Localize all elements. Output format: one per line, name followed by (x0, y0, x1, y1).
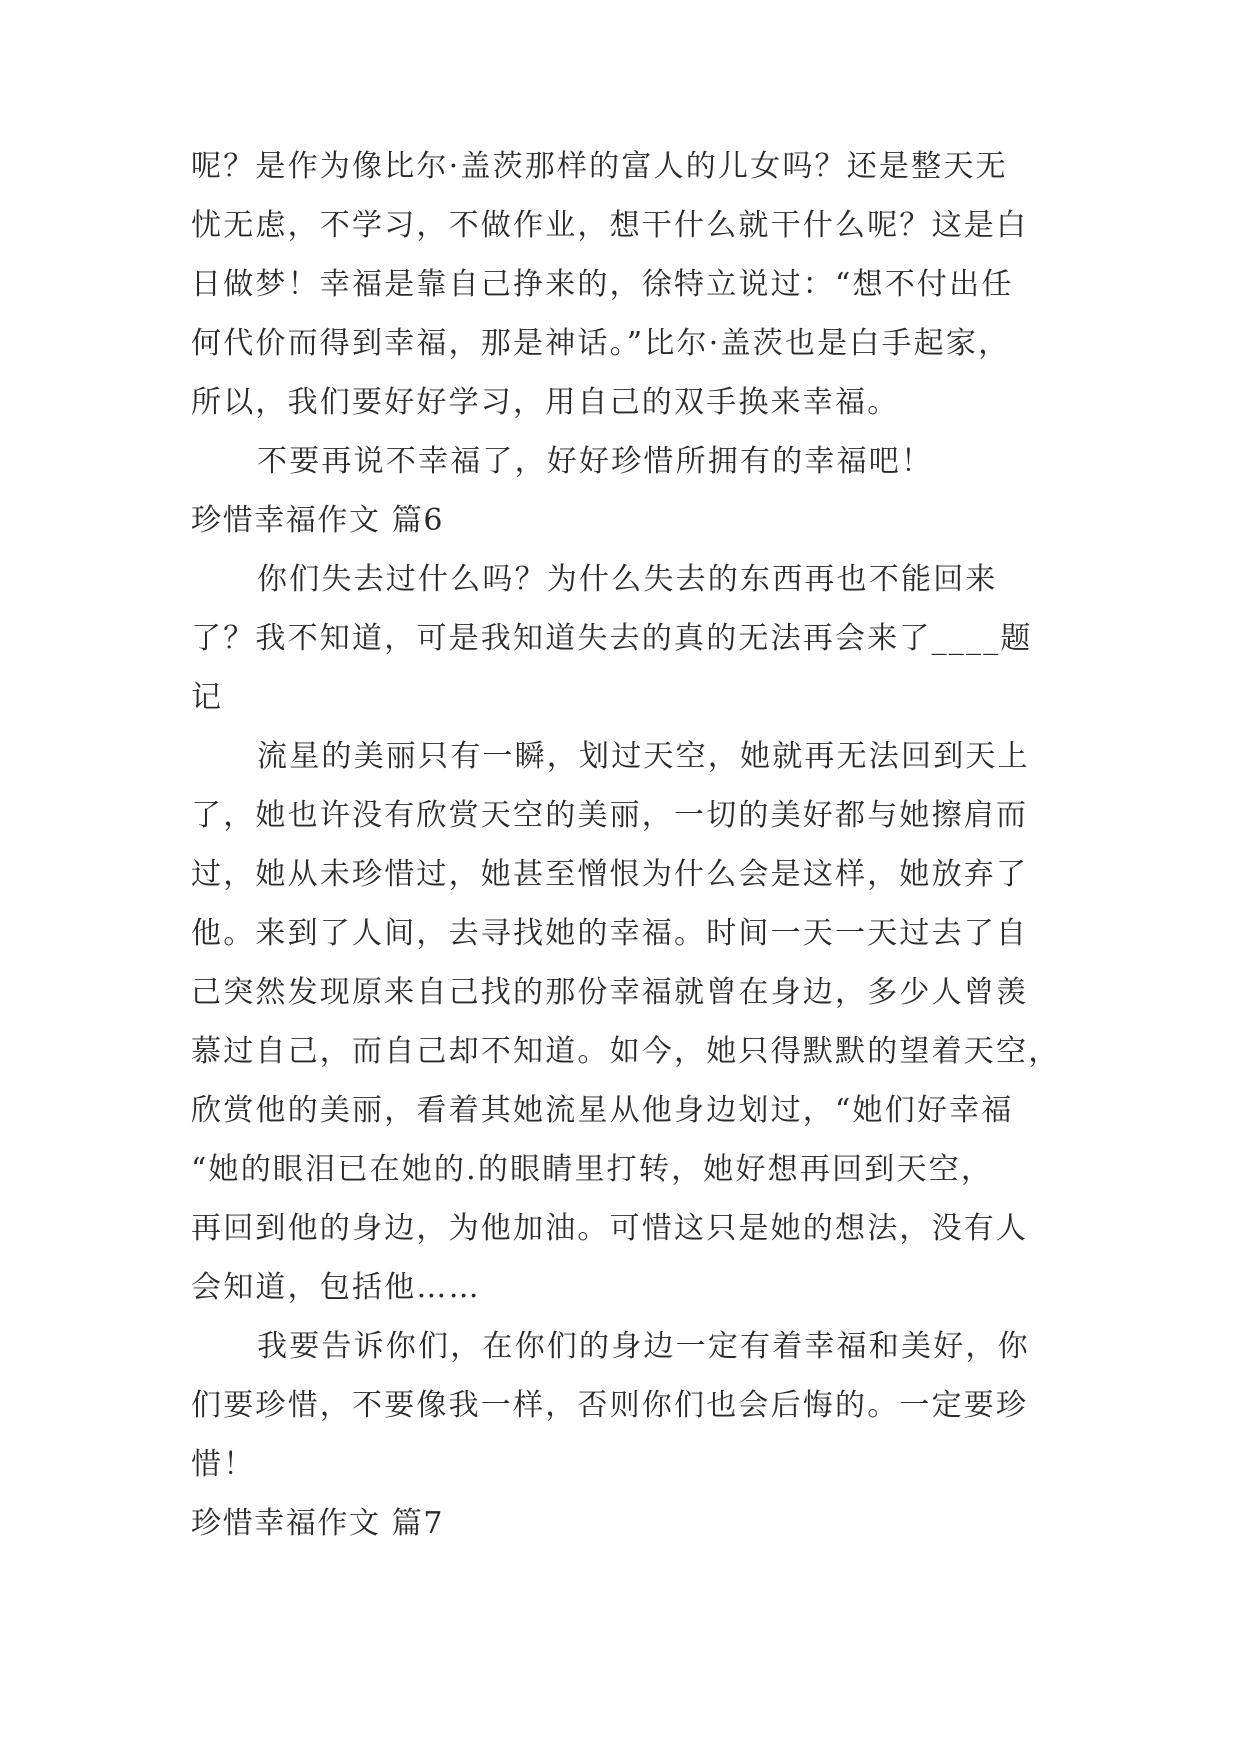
paragraph-line: 欣赏他的美丽，看着其她流星从他身边划过，“她们好幸福 (191, 1093, 1014, 1128)
paragraph-line: “她的眼泪已在她的.的眼睛里打转，她好想再回到天空， (191, 1152, 994, 1187)
paragraph-line: 惜！ (191, 1447, 256, 1482)
paragraph-line: 不要再说不幸福了，好好珍惜所拥有的幸福吧！ (257, 444, 934, 479)
paragraph-line: 流星的美丽只有一瞬，划过天空，她就再无法回到天上 (257, 739, 1030, 774)
paragraph-line: 何代价而得到幸福，那是神话。”比尔·盖茨也是白手起家， (191, 326, 1011, 361)
paragraph-line: 所以，我们要好好学习，用自己的双手换来幸福。 (191, 385, 900, 420)
paragraph-line: 忧无虑，不学习，不做作业，想干什么就干什么呢？这是白 (191, 208, 1029, 243)
section-heading: 珍惜幸福作文 篇6 (191, 503, 445, 538)
paragraph-line: 他。来到了人间，去寻找她的幸福。时间一天一天过去了自 (191, 916, 1029, 951)
paragraph-line: 们要珍惜，不要像我一样，否则你们也会后悔的。一定要珍 (191, 1388, 1029, 1423)
paragraph-line: 你们失去过什么吗？为什么失去的东西再也不能回来 (257, 562, 998, 597)
paragraph-line: 再回到他的身边，为他加油。可惜这只是她的想法，没有人 (191, 1211, 1029, 1246)
paragraph-line: 了，她也许没有欣赏天空的美丽，一切的美好都与她擦肩而 (191, 798, 1029, 833)
paragraph-line: 会知道，包括他…… (191, 1270, 481, 1305)
paragraph-line: 我要告诉你们，在你们的身边一定有着幸福和美好，你 (257, 1329, 1030, 1364)
paragraph-line: 日做梦！幸福是靠自己挣来的，徐特立说过：“想不付出任 (191, 267, 1014, 302)
paragraph-line: 己突然发现原来自己找的那份幸福就曾在身边，多少人曾羡 (191, 975, 1029, 1010)
paragraph-line: 慕过自己，而自己却不知道。如今，她只得默默的望着天空， (191, 1034, 1061, 1069)
paragraph-line: 记 (191, 680, 224, 715)
paragraph-line: 呢？是作为像比尔·盖茨那样的富人的儿女吗？还是整天无 (191, 149, 1008, 184)
paragraph-line: 过，她从未珍惜过，她甚至憎恨为什么会是这样，她放弃了 (191, 857, 1029, 892)
paragraph-line: 了？我不知道，可是我知道失去的真的无法再会来了____题 (191, 621, 1033, 656)
section-heading: 珍惜幸福作文 篇7 (191, 1506, 445, 1541)
